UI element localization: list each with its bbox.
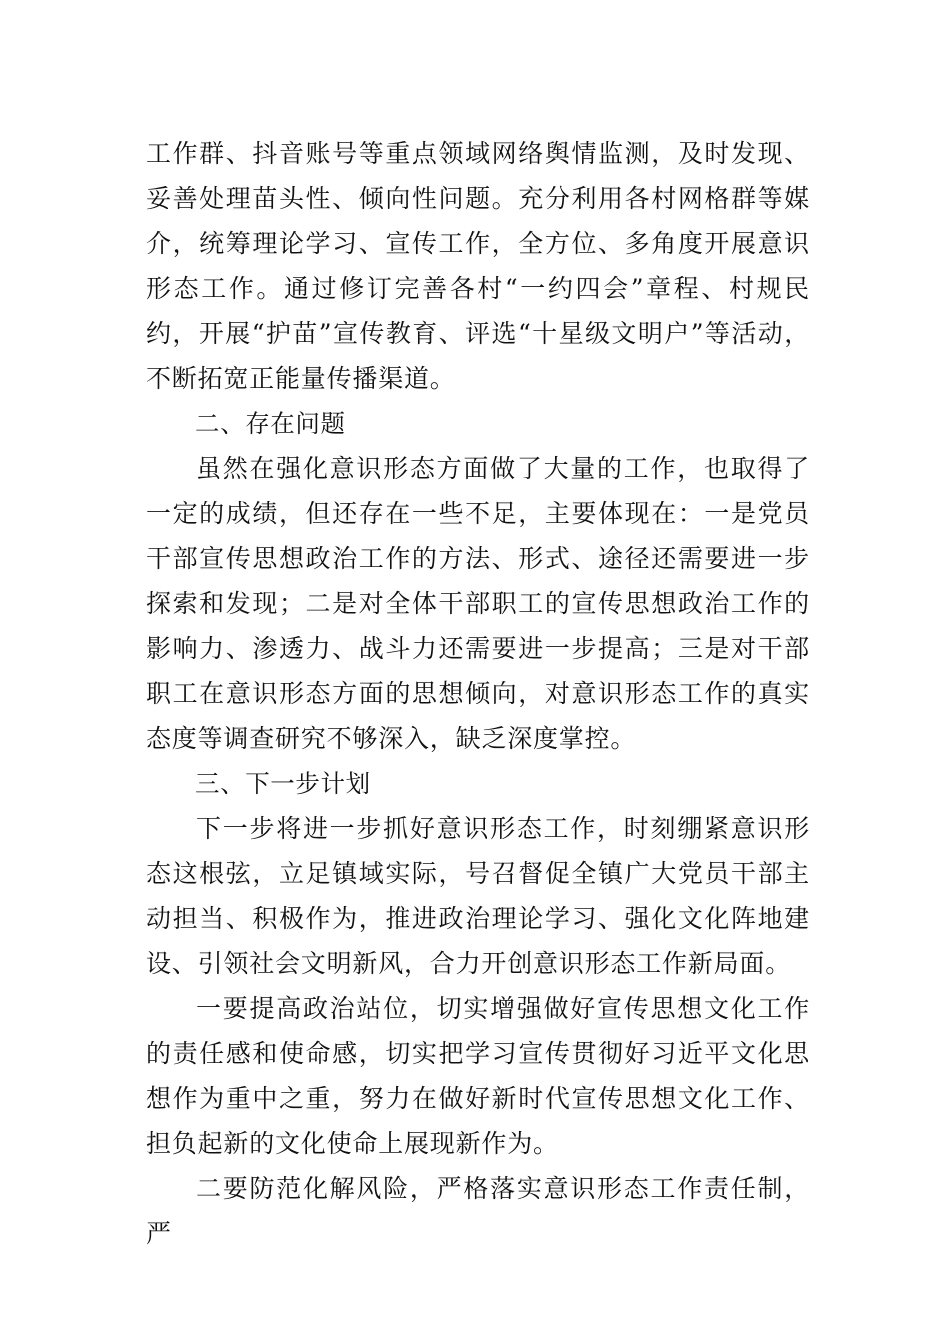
section-heading-next-plan: 三、下一步计划 <box>195 769 371 798</box>
paragraph-continuation: 工作群、抖音账号等重点领域网络舆情监测，及时发现、妥善处理苗头性、倾向性问题。充分利用各村网格群等媒介，统筹理论学习、宣传工作，全方位、多角度开展意识形态工作。通过修订完善各村“一约四会”章程、村规民约，开展“护苗”宣传教育、评选“十星级文明户”等活动，不断拓宽正能量传播渠道。 <box>146 139 810 393</box>
section-heading-problems: 二、存在问题 <box>195 409 346 438</box>
paragraph-problems: 虽然在强化意识形态方面做了大量的工作，也取得了一定的成绩，但还存在一些不足，主要体现在：一是党员干部宣传思想政治工作的方法、形式、途径还需要进一步探索和发现；二是对全体干部职工的宣传思想政治工作的影响力、渗透力、战斗力还需要进一步提高；三是对干部职工在意识形态方面的思想倾向，对意识形态工作的真实态度等调查研究不够深入，缺乏深度掌控。 <box>146 454 810 753</box>
document-body <box>146 131 810 1256</box>
paragraph-next-plan: 下一步将进一步抓好意识形态工作，时刻绷紧意识形态这根弦，立足镇域实际，号召督促全镇广大党员干部主动担当、积极作为，推进政治理论学习、强化文化阵地建设、引领社会文明新风，合力开创意识形态工作新局面。 <box>146 814 810 978</box>
paragraph-risk-prevention: 二要防范化解风险，严格落实意识形态工作责任制，严 <box>146 1174 810 1248</box>
paragraph-political-stance: 一要提高政治站位，切实增强做好宣传思想文化工作的责任感和使命感，切实把学习宣传贯彻好习近平文化思想作为重中之重，努力在做好新时代宣传思想文化工作、担负起新的文化使命上展现新作为。 <box>146 994 810 1158</box>
